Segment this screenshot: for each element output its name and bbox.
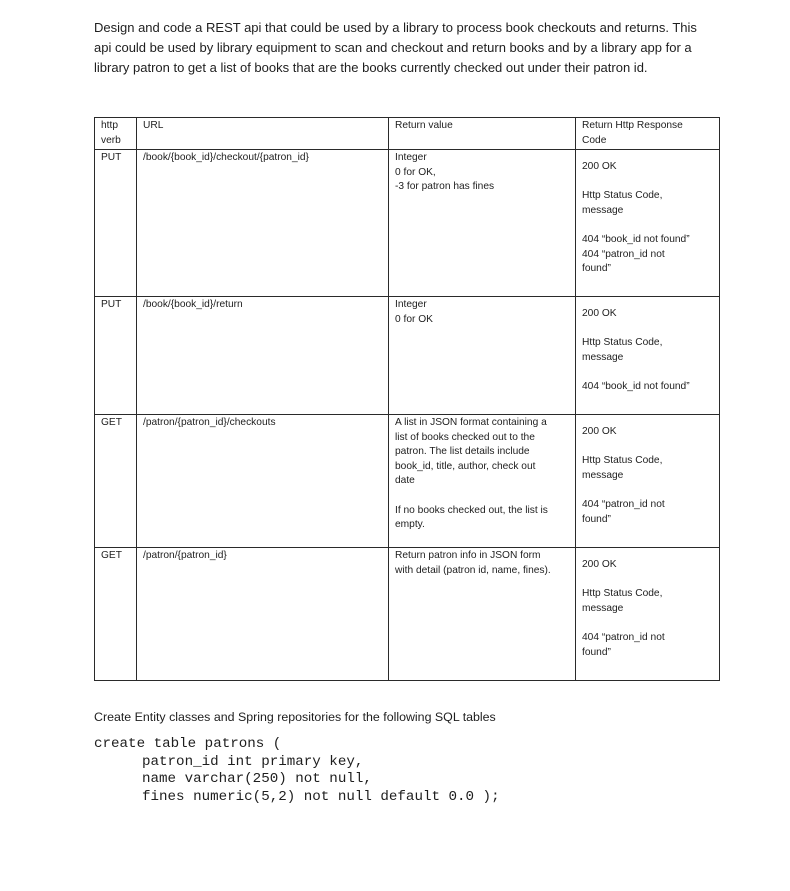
url-cell: /book/{book_id}/checkout/{patron_id} xyxy=(137,150,389,297)
return-cell: A list in JSON format containing a list of books checked out to the patron. The list details include book_id, title, author, check out date If no books checked out, the list is empty. xyxy=(389,415,576,548)
response-code-cell: 200 OK Http Status Code, message 404 “book_id not found” xyxy=(576,297,720,415)
return-cell: Return patron info in JSON form with detail (patron id, name, fines). xyxy=(389,548,576,681)
table-row xyxy=(95,415,720,548)
verb-cell: GET xyxy=(95,415,137,548)
sql-intro-text: Create Entity classes and Spring repositories for the following SQL tables xyxy=(94,710,496,724)
response-code-cell: 200 OK Http Status Code, message 404 “patron_id not found” xyxy=(576,548,720,681)
return-cell: Integer 0 for OK xyxy=(389,297,576,415)
table-header-row xyxy=(95,118,720,150)
return-cell: Integer 0 for OK, -3 for patron has fines xyxy=(389,150,576,297)
intro-line: api could be used by library equipment to scan and checkout and return books and by a library app for a xyxy=(94,40,692,55)
header-return-value: Return value xyxy=(389,118,576,150)
sql-line: patron_id int primary key, xyxy=(142,753,364,770)
url-cell: /patron/{patron_id} xyxy=(137,548,389,681)
intro-paragraph xyxy=(94,18,724,78)
url-cell: /patron/{patron_id}/checkouts xyxy=(137,415,389,548)
api-table xyxy=(94,117,720,681)
table-row xyxy=(95,548,720,681)
table-row xyxy=(95,150,720,297)
response-code-cell: 200 OK Http Status Code, message 404 “patron_id not found” xyxy=(576,415,720,548)
header-response-code: Return Http Response Code xyxy=(576,118,720,150)
sql-line: fines numeric(5,2) not null default 0.0 ); xyxy=(142,788,500,805)
response-code-cell: 200 OK Http Status Code, message 404 “book_id not found” 404 “patron_id not found” xyxy=(576,150,720,297)
sql-code-block xyxy=(94,736,500,806)
sql-line: create table patrons ( xyxy=(94,736,282,752)
intro-line: library patron to get a list of books that are the books currently checked out under their patron id. xyxy=(94,60,648,75)
verb-cell: GET xyxy=(95,548,137,681)
intro-line: Design and code a REST api that could be used by a library to process book checkouts and returns. This xyxy=(94,20,697,35)
verb-cell: PUT xyxy=(95,297,137,415)
header-http-verb: http verb xyxy=(95,118,137,150)
verb-cell: PUT xyxy=(95,150,137,297)
header-url: URL xyxy=(137,118,389,150)
table-row xyxy=(95,297,720,415)
url-cell: /book/{book_id}/return xyxy=(137,297,389,415)
sql-line: name varchar(250) not null, xyxy=(142,771,372,788)
